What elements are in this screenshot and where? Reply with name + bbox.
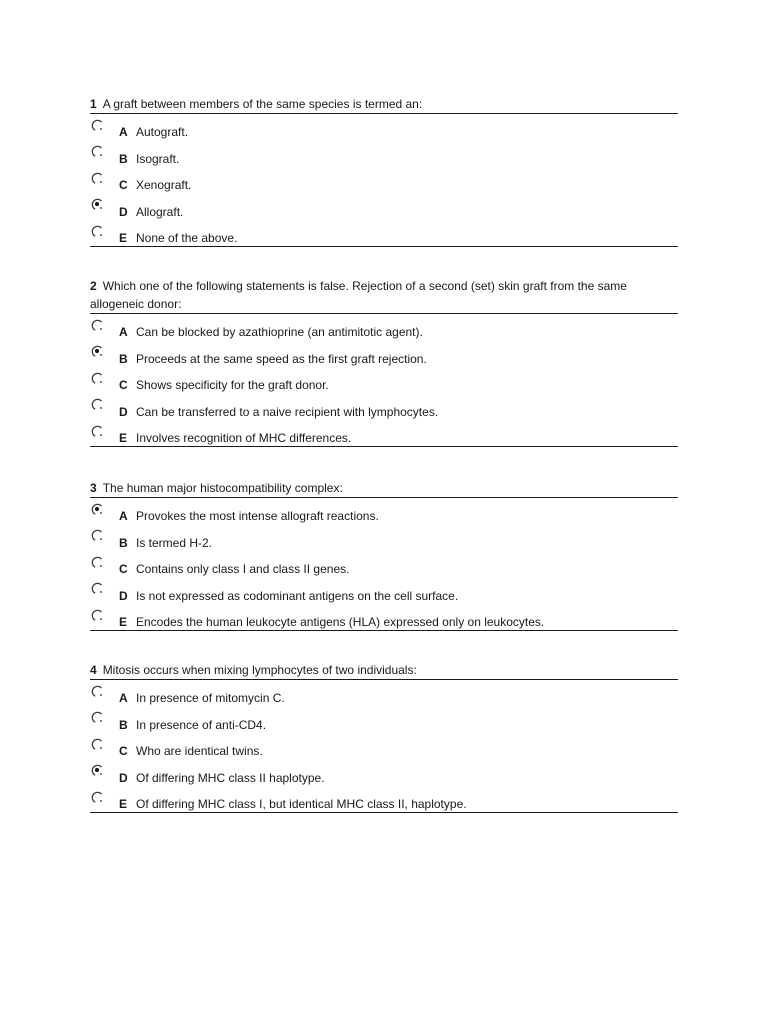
option-d[interactable] (90, 393, 678, 419)
option-a[interactable] (90, 314, 678, 340)
question-3 (90, 479, 678, 631)
option-a[interactable] (90, 498, 678, 524)
option-letter: D (119, 204, 128, 219)
option-text: Is termed H-2. (136, 535, 213, 550)
question-text: Which one of the following statements is false. Rejection of a second (set) skin graft from the same allogeneic donor: (90, 279, 627, 311)
question-stem (90, 277, 678, 314)
option-letter: D (119, 770, 128, 785)
option-list (90, 314, 678, 447)
question-2 (90, 277, 678, 447)
option-list (90, 498, 678, 631)
option-text: Of differing MHC class II haplotype. (136, 770, 325, 785)
option-letter: E (119, 430, 128, 445)
question-stem (90, 661, 678, 680)
question-stem (90, 479, 678, 498)
option-letter: A (119, 691, 128, 706)
option-e[interactable] (90, 220, 678, 246)
option-list (90, 680, 678, 813)
option-list (90, 114, 678, 247)
radio-icon[interactable] (90, 684, 104, 698)
radio-icon[interactable] (90, 344, 104, 358)
option-d[interactable] (90, 759, 678, 785)
option-letter: E (119, 614, 128, 629)
option-d[interactable] (90, 193, 678, 219)
option-text: In presence of mitomycin C. (136, 691, 285, 706)
radio-icon[interactable] (90, 318, 104, 332)
radio-icon[interactable] (90, 371, 104, 385)
option-letter: B (119, 351, 128, 366)
radio-icon[interactable] (90, 581, 104, 595)
option-text: None of the above. (136, 230, 238, 245)
option-text: Isograft. (136, 151, 180, 166)
radio-icon[interactable] (90, 224, 104, 238)
option-d[interactable] (90, 577, 678, 603)
option-letter: D (119, 404, 128, 419)
question-number: 1 (90, 97, 97, 111)
question-text: The human major histocompatibility complex: (102, 481, 343, 495)
option-letter: B (119, 717, 128, 732)
option-e[interactable] (90, 420, 678, 446)
option-b[interactable] (90, 524, 678, 550)
option-letter: A (119, 125, 128, 140)
radio-icon[interactable] (90, 144, 104, 158)
radio-icon[interactable] (90, 197, 104, 211)
option-letter: D (119, 588, 128, 603)
question-number: 3 (90, 481, 97, 495)
option-letter: B (119, 151, 128, 166)
option-a[interactable] (90, 680, 678, 706)
question-stem (90, 95, 678, 114)
option-b[interactable] (90, 340, 678, 366)
option-c[interactable] (90, 367, 678, 393)
option-b[interactable] (90, 140, 678, 166)
radio-icon[interactable] (90, 397, 104, 411)
option-letter: A (119, 509, 128, 524)
option-text: Can be blocked by azathioprine (an antimitotic agent). (136, 325, 423, 340)
radio-icon[interactable] (90, 424, 104, 438)
option-letter: B (119, 535, 128, 550)
question-text: A graft between members of the same species is termed an: (102, 97, 423, 111)
option-c[interactable] (90, 167, 678, 193)
option-c[interactable] (90, 733, 678, 759)
radio-icon[interactable] (90, 737, 104, 751)
option-b[interactable] (90, 706, 678, 732)
option-letter: A (119, 325, 128, 340)
option-text: Shows specificity for the graft donor. (136, 378, 329, 393)
option-letter: E (119, 230, 128, 245)
option-text: Encodes the human leukocyte antigens (HLA) expressed only on leukocytes. (136, 614, 545, 629)
option-letter: C (119, 562, 128, 577)
option-text: In presence of anti-CD4. (136, 717, 267, 732)
option-text: Involves recognition of MHC differences. (136, 430, 352, 445)
option-text: Contains only class I and class II genes. (136, 562, 350, 577)
option-text: Can be transferred to a naive recipient with lymphocytes. (136, 404, 439, 419)
option-text: Of differing MHC class I, but identical MHC class II, haplotype. (136, 796, 467, 811)
radio-icon[interactable] (90, 118, 104, 132)
question-number: 4 (90, 663, 97, 677)
question-4 (90, 661, 678, 813)
option-text: Allograft. (136, 204, 184, 219)
option-text: Who are identical twins. (136, 744, 263, 759)
option-c[interactable] (90, 551, 678, 577)
radio-icon[interactable] (90, 171, 104, 185)
option-a[interactable] (90, 114, 678, 140)
radio-icon[interactable] (90, 502, 104, 516)
option-letter: C (119, 378, 128, 393)
option-letter: C (119, 744, 128, 759)
option-e[interactable] (90, 786, 678, 812)
option-text: Is not expressed as codominant antigens on the cell surface. (136, 588, 459, 603)
option-text: Provokes the most intense allograft reactions. (136, 509, 379, 524)
radio-icon[interactable] (90, 555, 104, 569)
option-text: Proceeds at the same speed as the first graft rejection. (136, 351, 427, 366)
option-e[interactable] (90, 604, 678, 630)
option-letter: C (119, 178, 128, 193)
question-1 (90, 95, 678, 247)
question-text: Mitosis occurs when mixing lymphocytes of two individuals: (102, 663, 417, 677)
radio-icon[interactable] (90, 608, 104, 622)
option-text: Xenograft. (136, 178, 192, 193)
radio-icon[interactable] (90, 710, 104, 724)
radio-icon[interactable] (90, 763, 104, 777)
option-text: Autograft. (136, 125, 189, 140)
question-number: 2 (90, 279, 97, 293)
radio-icon[interactable] (90, 790, 104, 804)
option-letter: E (119, 796, 128, 811)
radio-icon[interactable] (90, 528, 104, 542)
